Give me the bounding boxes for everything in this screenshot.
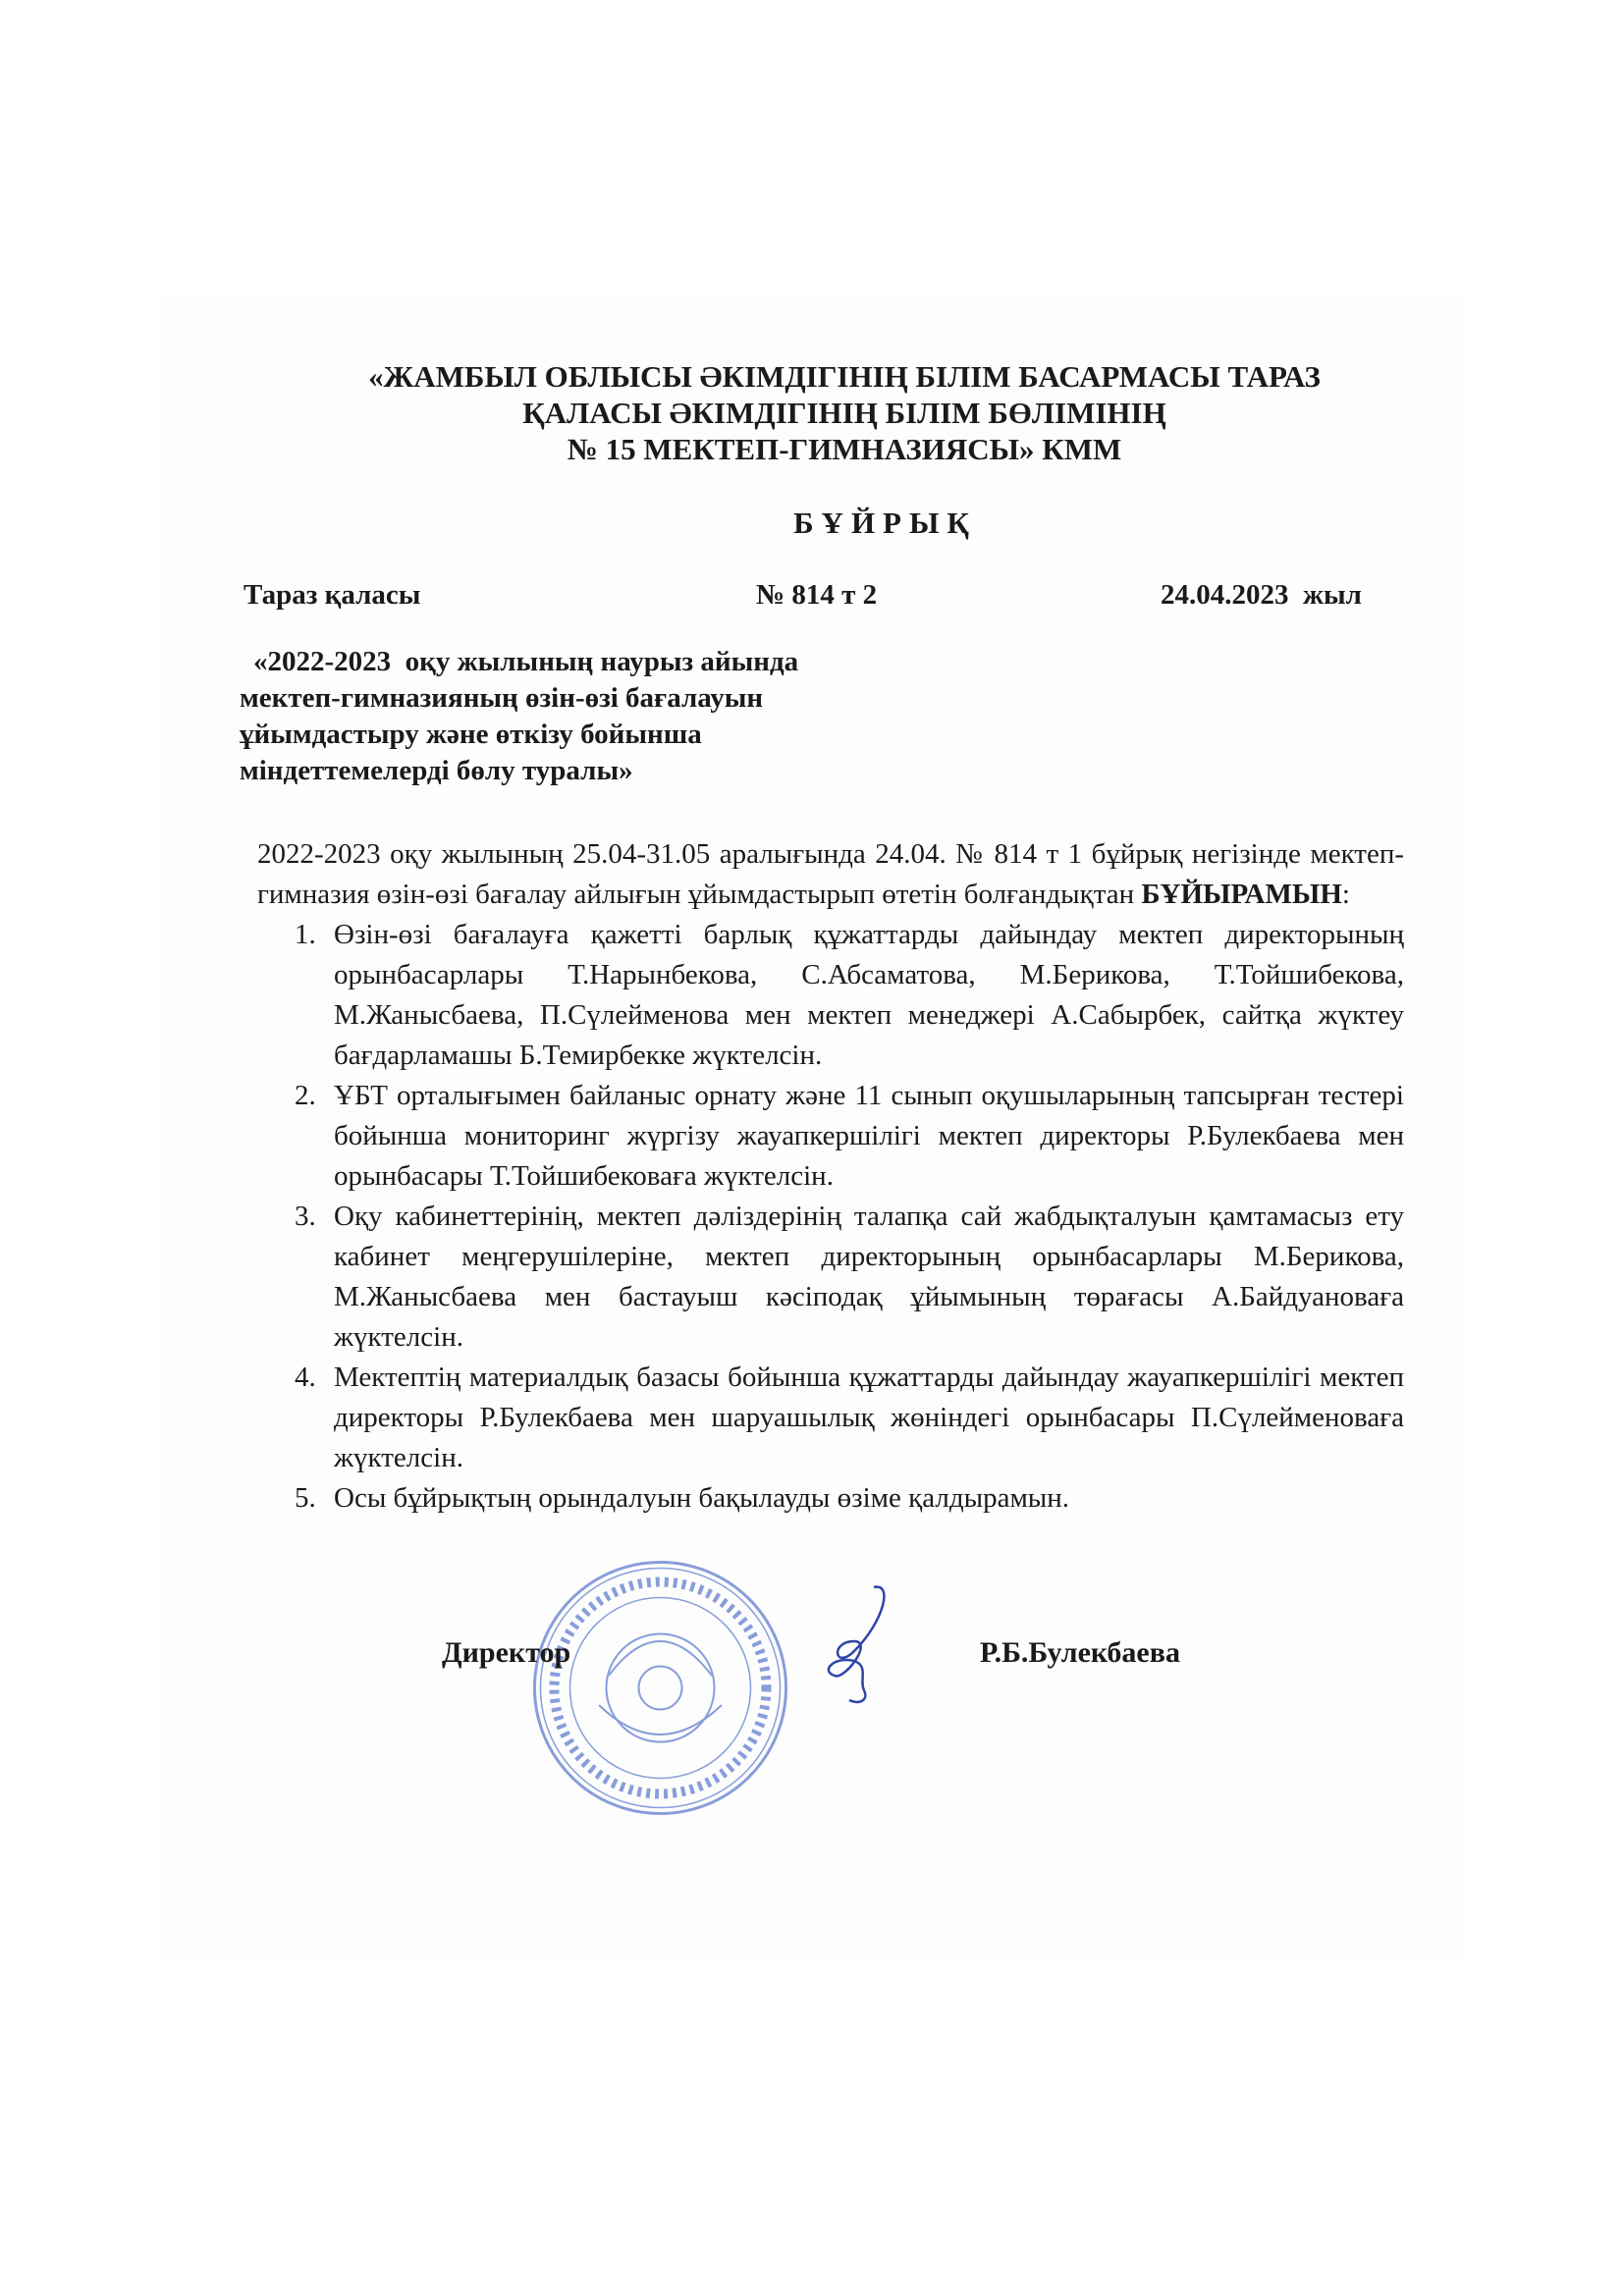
city: Тараз қаласы [243,579,421,611]
item-text: ҰБТ орталығымен байланыс орнату және 11 сынып оқушыларының тапсырған тестері бойынша мониторинг жүргізу жауапкершілігі мектеп директоры Р.Булекбаева мен орынбасары Т.Тойшибековаға жүктелсін. [334,1080,1404,1192]
order-word: БҰЙЫРАМЫН [1141,879,1342,910]
subject-line: ұйымдастыру және өткізу бойынша [240,719,702,750]
item-text: Осы бұйрықтың орындалуын бақылауды өзіме қалдырамын. [334,1482,1070,1514]
item-number: 3. [295,1201,316,1232]
signatory-name: Р.Б.Булекбаева [980,1636,1180,1669]
signatory-position: Директор [442,1636,571,1669]
list-item [257,915,1404,1076]
item-number: 1. [295,919,316,950]
signature-handwritten [815,1582,913,1710]
list-item [257,1076,1404,1197]
list-item [257,1197,1404,1358]
item-number: 5. [295,1482,316,1514]
colon: : [1341,879,1350,910]
main-flow [257,834,1404,1784]
subject-line: «2022-2023 оқу жылының наурыз айында [253,646,799,677]
order-items [257,915,1404,1519]
item-text: Өзін-өзі бағалауға қажетті барлық құжаттарды дайындау мектеп директорының орынбасарлары Т.Нарынбекова, С.Абсаматова, М.Берикова, Т.Тойшибекова, М.Жанысбаева, П.Сүлейменова мен мектеп менеджері А.Сабырбек, сайтқа жүктеу бағдарламашы Б.Темирбекке жүктелсін. [334,919,1404,1071]
item-text: Оқу кабинеттерінің, мектеп дәліздерінің талапқа сай жабдықталуын қамтамасыз ету кабинет меңгерушілеріне, мектеп директорының орынбасарлары М.Берикова, М.Жанысбаева мен бастауыш кәсіподақ ұйымының төрағасы А.Байдуановаға жүктелсін. [334,1201,1404,1353]
organization-header [212,358,1477,467]
header-line: № 15 МЕКТЕП-ГИМНАЗИЯСЫ» КММ [567,432,1122,466]
list-item [257,1478,1404,1519]
intro-paragraph [257,834,1404,915]
subject-line: міндеттемелерді бөлу туралы» [240,755,633,786]
header-line: «ЖАМБЫЛ ОБЛЫСЫ ӘКІМДІГІНІҢ БІЛІМ БАСАРМАСЫ ТАРАЗ [368,359,1321,394]
subject-line: мектеп-гимназияның өзін-өзі бағалауын [240,682,764,714]
item-text: Мектептің материалдық базасы бойынша құжаттарды дайындау жауапкершілігі мектеп директоры Р.Булекбаева мен шаруашылық жөніндегі орынбасары П.Сүлейменоваға жүктелсін. [334,1362,1404,1473]
list-item [257,1358,1404,1478]
signature-row [257,1587,1404,1784]
intro-text: 2022-2023 оқу жылының 25.04-31.05 аралығында 24.04. № 814 т 1 бұйрық негізінде мектеп-гимназия өзін-өзі бағалау айлығын ұйымдастырып өтетін болғандықтан [257,838,1404,910]
item-number: 4. [295,1362,316,1393]
order-body [257,834,1404,1519]
order-number: № 814 т 2 [756,579,878,611]
header-line: ҚАЛАСЫ ӘКІМДІГІНІҢ БІЛІМ БӨЛІМІНІҢ [522,396,1166,430]
order-subject [240,644,986,789]
official-stamp [530,1558,790,1818]
item-number: 2. [295,1080,316,1111]
order-date: 24.04.2023 жыл [1161,579,1362,611]
document-type: БҰЙРЫҚ [793,506,977,540]
